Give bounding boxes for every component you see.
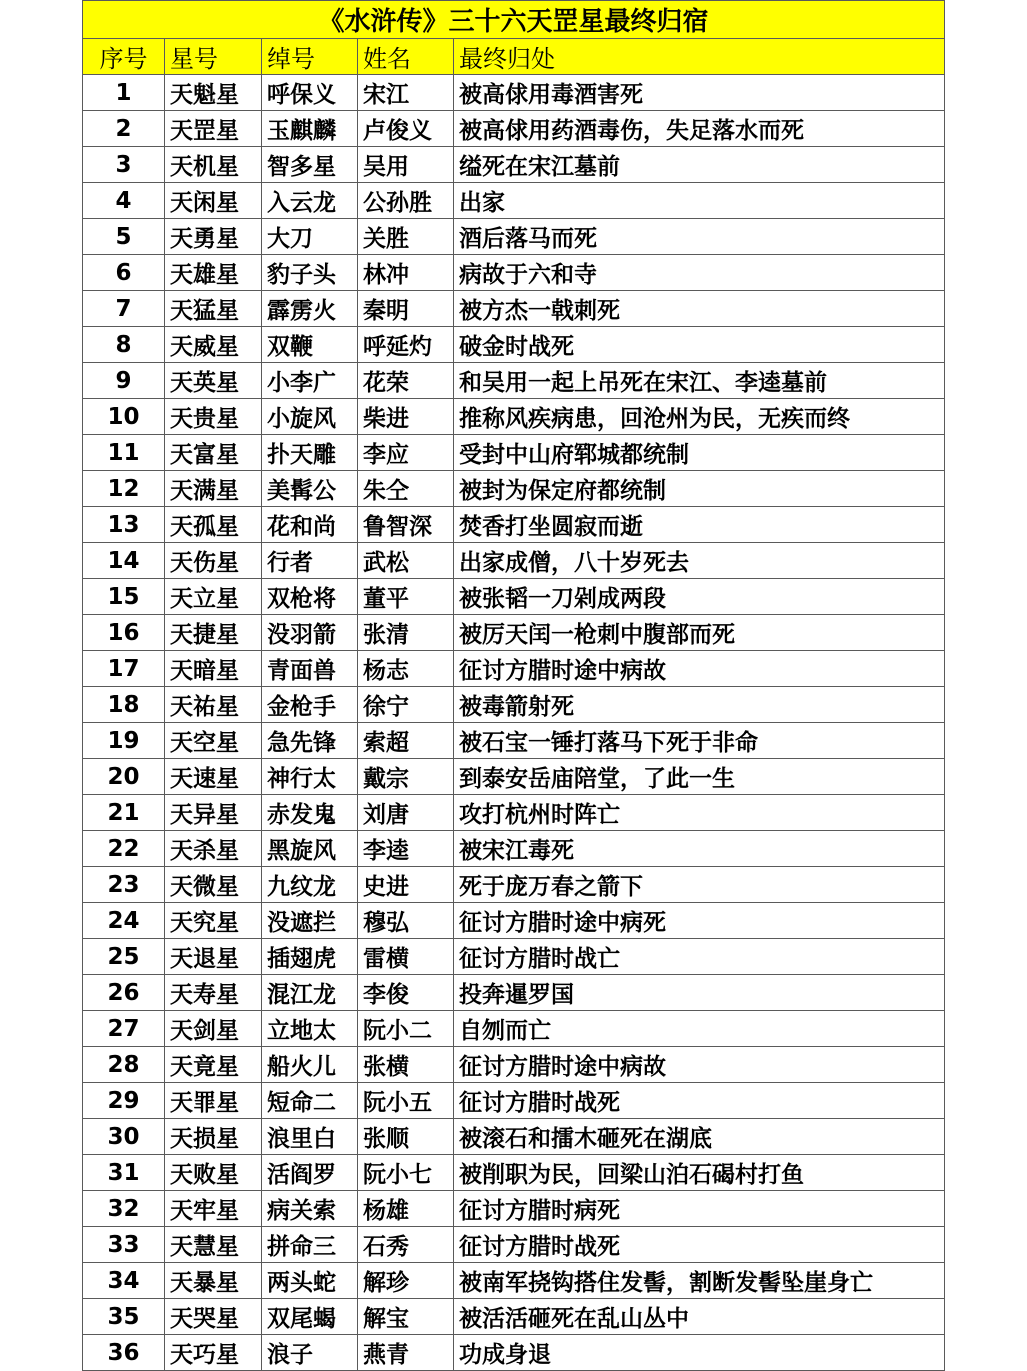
cell-fate: 受封中山府郓城都统制 [454,435,945,471]
cell-index: 13 [83,507,165,543]
cell-nickname: 入云龙 [262,183,358,219]
cell-star: 天慧星 [165,1227,262,1263]
cell-fate: 出家成僧，八十岁死去 [454,543,945,579]
cell-fate: 征讨方腊时病死 [454,1191,945,1227]
cell-fate: 焚香打坐圆寂而逝 [454,507,945,543]
cell-name: 武松 [358,543,454,579]
cell-index: 31 [83,1155,165,1191]
cell-index: 7 [83,291,165,327]
table-body [83,75,945,1371]
cell-fate: 被宋江毒死 [454,831,945,867]
table-row [83,543,945,579]
column-header-nickname: 绰号 [262,39,358,75]
cell-star: 天猛星 [165,291,262,327]
cell-name: 呼延灼 [358,327,454,363]
cell-star: 天满星 [165,471,262,507]
column-header-name: 姓名 [358,39,454,75]
cell-name: 解宝 [358,1299,454,1335]
cell-nickname: 金枪手 [262,687,358,723]
cell-nickname: 大刀 [262,219,358,255]
cell-nickname: 双枪将 [262,579,358,615]
table-row [83,939,945,975]
cell-star: 天速星 [165,759,262,795]
header-row [83,39,945,75]
table-row [83,867,945,903]
cell-name: 石秀 [358,1227,454,1263]
cell-name: 刘唐 [358,795,454,831]
table-row [83,399,945,435]
cell-fate: 出家 [454,183,945,219]
cell-fate: 征讨方腊时战死 [454,1227,945,1263]
cell-fate: 被封为保定府都统制 [454,471,945,507]
table-row [83,507,945,543]
cell-name: 鲁智深 [358,507,454,543]
cell-fate: 功成身退 [454,1335,945,1371]
table-row [83,1263,945,1299]
cell-fate: 被张韬一刀剁成两段 [454,579,945,615]
cell-index: 25 [83,939,165,975]
cell-name: 李俊 [358,975,454,1011]
cell-name: 穆弘 [358,903,454,939]
cell-nickname: 智多星 [262,147,358,183]
table-row [83,111,945,147]
cell-index: 4 [83,183,165,219]
cell-fate: 病故于六和寺 [454,255,945,291]
cell-fate: 被毒箭射死 [454,687,945,723]
cell-nickname: 没羽箭 [262,615,358,651]
column-header-fate: 最终归处 [454,39,945,75]
cell-star: 天巧星 [165,1335,262,1371]
cell-index: 14 [83,543,165,579]
cell-name: 花荣 [358,363,454,399]
cell-index: 23 [83,867,165,903]
cell-name: 阮小二 [358,1011,454,1047]
cell-name: 张顺 [358,1119,454,1155]
table-row [83,1047,945,1083]
cell-nickname: 拼命三 [262,1227,358,1263]
cell-index: 16 [83,615,165,651]
table-row [83,975,945,1011]
cell-index: 1 [83,75,165,111]
cell-index: 21 [83,795,165,831]
cell-star: 天捷星 [165,615,262,651]
spreadsheet [82,0,944,1371]
cell-nickname: 豹子头 [262,255,358,291]
table-row [83,255,945,291]
cell-star: 天杀星 [165,831,262,867]
cell-star: 天机星 [165,147,262,183]
cell-fate: 被方杰一戟刺死 [454,291,945,327]
cell-fate: 破金时战死 [454,327,945,363]
table-row [83,183,945,219]
cell-star: 天立星 [165,579,262,615]
cell-star: 天威星 [165,327,262,363]
cell-star: 天伤星 [165,543,262,579]
cell-name: 阮小五 [358,1083,454,1119]
cell-star: 天罪星 [165,1083,262,1119]
table-row [83,1011,945,1047]
cell-name: 张横 [358,1047,454,1083]
cell-nickname: 没遮拦 [262,903,358,939]
cell-index: 26 [83,975,165,1011]
cell-fate: 征讨方腊时途中病死 [454,903,945,939]
cell-name: 徐宁 [358,687,454,723]
table-row [83,291,945,327]
cell-index: 10 [83,399,165,435]
cell-fate: 征讨方腊时战死 [454,1083,945,1119]
cell-fate: 和吴用一起上吊死在宋江、李逵墓前 [454,363,945,399]
cell-index: 8 [83,327,165,363]
cell-nickname: 混江龙 [262,975,358,1011]
cell-fate: 征讨方腊时战亡 [454,939,945,975]
cell-index: 9 [83,363,165,399]
cell-fate: 酒后落马而死 [454,219,945,255]
table-row [83,687,945,723]
cell-nickname: 短命二 [262,1083,358,1119]
table-row [83,651,945,687]
cell-fate: 被削职为民，回梁山泊石碣村打鱼 [454,1155,945,1191]
cell-nickname: 病关索 [262,1191,358,1227]
table-row [83,1299,945,1335]
table-row [83,1335,945,1371]
cell-name: 张清 [358,615,454,651]
table-row [83,327,945,363]
cell-name: 戴宗 [358,759,454,795]
cell-name: 吴用 [358,147,454,183]
cell-fate: 到泰安岳庙陪堂，了此一生 [454,759,945,795]
cell-star: 天魁星 [165,75,262,111]
cell-star: 天暴星 [165,1263,262,1299]
cell-star: 天牢星 [165,1191,262,1227]
cell-star: 天暗星 [165,651,262,687]
cell-name: 柴进 [358,399,454,435]
cell-nickname: 神行太 [262,759,358,795]
cell-star: 天空星 [165,723,262,759]
table-row [83,723,945,759]
cell-index: 12 [83,471,165,507]
cell-name: 史进 [358,867,454,903]
cell-fate: 征讨方腊时途中病故 [454,1047,945,1083]
cell-nickname: 青面兽 [262,651,358,687]
table-row [83,471,945,507]
cell-star: 天寿星 [165,975,262,1011]
cell-nickname: 浪子 [262,1335,358,1371]
cell-nickname: 活阎罗 [262,1155,358,1191]
cell-fate: 缢死在宋江墓前 [454,147,945,183]
cell-nickname: 双尾蝎 [262,1299,358,1335]
cell-nickname: 赤发鬼 [262,795,358,831]
cell-index: 20 [83,759,165,795]
cell-nickname: 行者 [262,543,358,579]
table-row [83,759,945,795]
cell-nickname: 玉麒麟 [262,111,358,147]
cell-index: 24 [83,903,165,939]
cell-star: 天贵星 [165,399,262,435]
table-row [83,1155,945,1191]
cell-index: 17 [83,651,165,687]
column-header-star: 星号 [165,39,262,75]
cell-index: 36 [83,1335,165,1371]
cell-index: 18 [83,687,165,723]
table-row [83,1119,945,1155]
table-row [83,363,945,399]
cell-index: 5 [83,219,165,255]
table-row [83,1227,945,1263]
cell-name: 公孙胜 [358,183,454,219]
cell-fate: 攻打杭州时阵亡 [454,795,945,831]
table-row [83,903,945,939]
cell-star: 天祐星 [165,687,262,723]
table-row [83,75,945,111]
cell-star: 天哭星 [165,1299,262,1335]
cell-star: 天竟星 [165,1047,262,1083]
cell-index: 15 [83,579,165,615]
cell-name: 阮小七 [358,1155,454,1191]
cell-fate: 被厉天闰一枪刺中腹部而死 [454,615,945,651]
cell-nickname: 霹雳火 [262,291,358,327]
cell-fate: 死于庞万春之箭下 [454,867,945,903]
cell-name: 杨雄 [358,1191,454,1227]
cell-nickname: 插翅虎 [262,939,358,975]
cell-name: 李逵 [358,831,454,867]
cell-nickname: 船火儿 [262,1047,358,1083]
cell-star: 天勇星 [165,219,262,255]
cell-nickname: 美髯公 [262,471,358,507]
cell-index: 6 [83,255,165,291]
cell-star: 天英星 [165,363,262,399]
cell-nickname: 浪里白 [262,1119,358,1155]
cell-fate: 被南军挠钩搭住发髻，割断发髻坠崖身亡 [454,1263,945,1299]
cell-star: 天异星 [165,795,262,831]
cell-star: 天微星 [165,867,262,903]
cell-nickname: 扑天雕 [262,435,358,471]
table-row [83,615,945,651]
cell-name: 董平 [358,579,454,615]
cell-nickname: 黑旋风 [262,831,358,867]
cell-star: 天孤星 [165,507,262,543]
cell-nickname: 小旋风 [262,399,358,435]
cell-fate: 被活活砸死在乱山丛中 [454,1299,945,1335]
cell-fate: 被石宝一锤打落马下死于非命 [454,723,945,759]
cell-star: 天富星 [165,435,262,471]
table-row [83,147,945,183]
cell-name: 雷横 [358,939,454,975]
cell-nickname: 双鞭 [262,327,358,363]
cell-index: 11 [83,435,165,471]
cell-star: 天剑星 [165,1011,262,1047]
cell-nickname: 急先锋 [262,723,358,759]
cell-index: 34 [83,1263,165,1299]
cell-fate: 被滚石和擂木砸死在湖底 [454,1119,945,1155]
table-row [83,1191,945,1227]
cell-fate: 推称风疾病患，回沧州为民，无疾而终 [454,399,945,435]
title-row [83,1,945,39]
heroes-table [82,0,945,1371]
cell-index: 30 [83,1119,165,1155]
table-title: 《水浒传》三十六天罡星最终归宿 [83,1,945,39]
cell-fate: 被高俅用药酒毒伤，失足落水而死 [454,111,945,147]
cell-name: 宋江 [358,75,454,111]
cell-index: 19 [83,723,165,759]
cell-name: 林冲 [358,255,454,291]
cell-name: 卢俊义 [358,111,454,147]
table-row [83,219,945,255]
cell-index: 35 [83,1299,165,1335]
cell-nickname: 花和尚 [262,507,358,543]
table-row [83,831,945,867]
cell-star: 天败星 [165,1155,262,1191]
cell-star: 天闲星 [165,183,262,219]
cell-name: 关胜 [358,219,454,255]
cell-fate: 自刎而亡 [454,1011,945,1047]
cell-star: 天损星 [165,1119,262,1155]
table-row [83,579,945,615]
cell-name: 秦明 [358,291,454,327]
cell-nickname: 两头蛇 [262,1263,358,1299]
cell-index: 33 [83,1227,165,1263]
cell-index: 32 [83,1191,165,1227]
cell-star: 天退星 [165,939,262,975]
cell-index: 28 [83,1047,165,1083]
cell-fate: 投奔暹罗国 [454,975,945,1011]
cell-index: 2 [83,111,165,147]
table-row [83,1083,945,1119]
cell-nickname: 九纹龙 [262,867,358,903]
cell-nickname: 小李广 [262,363,358,399]
cell-star: 天雄星 [165,255,262,291]
cell-index: 29 [83,1083,165,1119]
cell-index: 3 [83,147,165,183]
cell-nickname: 呼保义 [262,75,358,111]
cell-fate: 征讨方腊时途中病故 [454,651,945,687]
cell-name: 杨志 [358,651,454,687]
cell-name: 朱仝 [358,471,454,507]
cell-fate: 被高俅用毒酒害死 [454,75,945,111]
cell-name: 解珍 [358,1263,454,1299]
column-header-index: 序号 [83,39,165,75]
table-row [83,795,945,831]
cell-index: 22 [83,831,165,867]
cell-name: 李应 [358,435,454,471]
cell-star: 天究星 [165,903,262,939]
cell-name: 燕青 [358,1335,454,1371]
cell-name: 索超 [358,723,454,759]
cell-index: 27 [83,1011,165,1047]
cell-nickname: 立地太 [262,1011,358,1047]
table-row [83,435,945,471]
cell-star: 天罡星 [165,111,262,147]
